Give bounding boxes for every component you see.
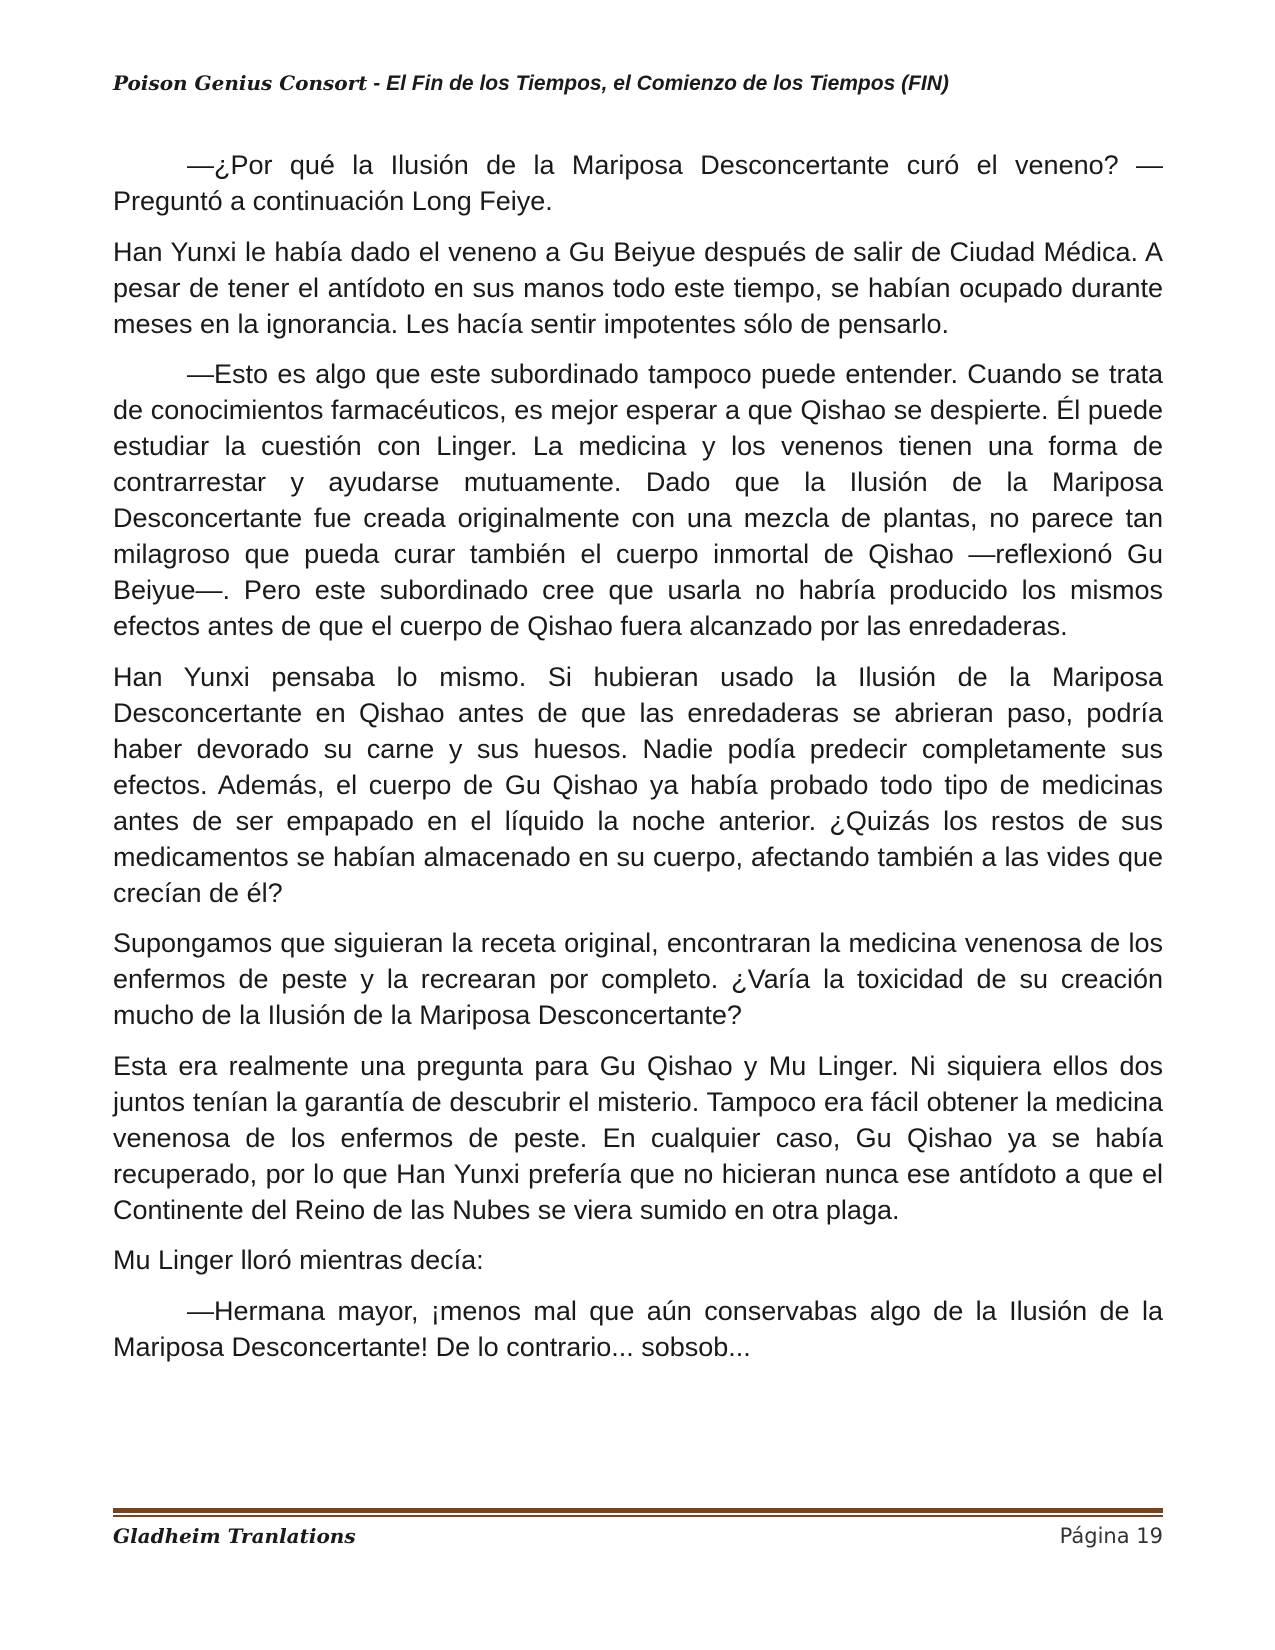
translator-credit: Gladheim Tranlations	[113, 1524, 356, 1548]
paragraph: Mu Linger lloró mientras decía:	[113, 1245, 484, 1275]
book-title: Poison Genius Consort	[113, 71, 368, 95]
chapter-title: El Fin de los Tiempos, el Comienzo de los Tiempos (FIN)	[386, 72, 949, 95]
footer-divider	[113, 1508, 1163, 1517]
body-text	[113, 147, 1163, 1379]
paragraph: —Esto es algo que este subordinado tampoco puede entender. Cuando se trata de conocimientos farmacéuticos, es mejor esperar a que Qishao se despierte. Él puede estudiar la cuestión con Linger. La medicina y los venenos tienen una forma de contrarrestar y ayudarse mutuamente. Dado que la Ilusión de la Mariposa Desconcertante fue creada originalmente con una mezcla de plantas, no parece tan milagroso que pueda curar también el cuerpo inmortal de Qishao —reflexionó Gu Beiyue—. Pero este subordinado cree que usarla no habría producido los mismos efectos antes de que el cuerpo de Qishao fuera alcanzado por las enredaderas.	[113, 359, 1163, 641]
page-number: Página 19	[1059, 1524, 1163, 1548]
paragraph: —Hermana mayor, ¡menos mal que aún conservabas algo de la Ilusión de la Mariposa Desconcertante! De lo contrario... sobsob...	[113, 1295, 1163, 1362]
paragraph: Supongamos que siguieran la receta original, encontraran la medicina venenosa de los enfermos de peste y la recrearan por completo. ¿Varía la toxicidad de su creación mucho de la Ilusión de la Mariposa Desconcertante?	[113, 928, 1163, 1030]
running-header	[113, 71, 1163, 96]
paragraph: Han Yunxi le había dado el veneno a Gu Beiyue después de salir de Ciudad Médica. A pesar de tener el antídoto en sus manos todo este tiempo, se habían ocupado durante meses en la ignorancia. Les hacía sentir impotentes sólo de pensarlo.	[113, 236, 1163, 339]
header-separator: -	[367, 72, 387, 95]
footer-divider-thin	[113, 1515, 1163, 1517]
paragraph: —¿Por qué la Ilusión de la Mariposa Desconcertante curó el veneno? —Preguntó a continuación Long Feiye.	[113, 150, 1163, 216]
paragraph: Han Yunxi pensaba lo mismo. Si hubieran usado la Ilusión de la Mariposa Desconcertante en Qishao antes de que las enredaderas se abrieran paso, podría haber devorado su carne y sus huesos. Nadie podía predecir completamente sus efectos. Además, el cuerpo de Gu Qishao ya había probado todo tipo de medicinas antes de ser empapado en el líquido la noche anterior. ¿Quizás los restos de sus medicamentos se habían almacenado en su cuerpo, afectando también a las vides que crecían de él?	[113, 661, 1163, 908]
paragraph: Esta era realmente una pregunta para Gu Qishao y Mu Linger. Ni siquiera ellos dos juntos tenían la garantía de descubrir el misterio. Tampoco era fácil obtener la medicina venenosa de los enfermos de peste. En cualquier caso, Gu Qishao ya se había recuperado, por lo que Han Yunxi prefería que no hicieran nunca ese antídoto a que el Continente del Reino de las Nubes se viera sumido en otra plaga.	[113, 1050, 1163, 1225]
footer-divider-thick	[113, 1508, 1163, 1513]
